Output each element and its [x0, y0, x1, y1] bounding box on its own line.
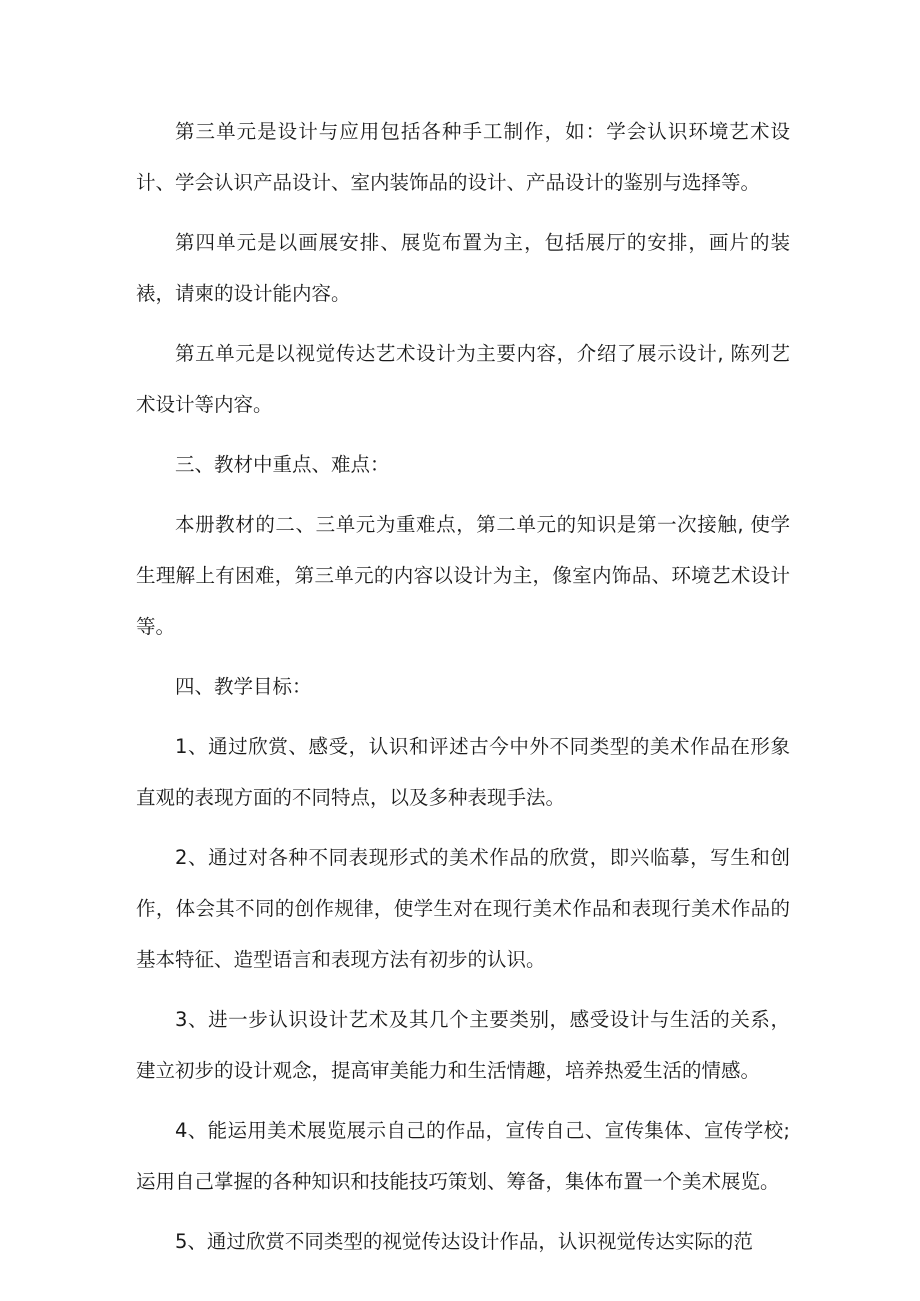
objective-item-3: 3、进一步认识设计艺术及其几个主要类别，感受设计与生活的关系，建立初步的设计观念，提高审美能力和生活情趣，培养热爱生活的情感。 — [136, 1008, 790, 1082]
paragraph-unit-three: 第三单元是设计与应用包括各种手工制作，如：学会认识环境艺术设计、学会认识产品设计、室内装饰品的设计、产品设计的鉴别与选择等。 — [136, 120, 790, 194]
objective-item-1: 1、通过欣赏、感受，认识和评述古今中外不同类型的美术作品在形象直观的表现方面的不同特点，以及多种表现手法。 — [136, 735, 790, 809]
objective-item-2: 2、通过对各种不同表现形式的美术作品的欣赏，即兴临摹，写生和创作，体会其不同的创作规律，使学生对在现行美术作品和表现行美术作品的基本特征、造型语言和表现方法有初步的认识。 — [136, 846, 790, 971]
paragraph-unit-five: 第五单元是以视觉传达艺术设计为主要内容，介绍了展示设计, 陈列艺术设计等内容。 — [136, 342, 790, 416]
objective-item-5: 5、通过欣赏不同类型的视觉传达设计作品，认识视觉传达实际的范 — [175, 1230, 753, 1253]
heading-teaching-objectives: 四、教学目标： — [175, 675, 312, 698]
paragraph-unit-four: 第四单元是以画展安排、展览布置为主，包括展厅的安排，画片的装裱，请柬的设计能内容。 — [136, 231, 790, 305]
heading-key-difficult-points: 三、教材中重点、难点： — [175, 453, 390, 476]
objective-item-4: 4、能运用美术展览展示自己的作品，宣传自己、宣传集体、宣传学校;运用自己掌握的各种知识和技能技巧策划、筹备，集体布置一个美术展览。 — [136, 1119, 790, 1193]
paragraph-key-difficult-points: 本册教材的二、三单元为重难点，第二单元的知识是第一次接触, 使学生理解上有困难，第三单元的内容以设计为主，像室内饰品、环境艺术设计等。 — [136, 513, 790, 638]
